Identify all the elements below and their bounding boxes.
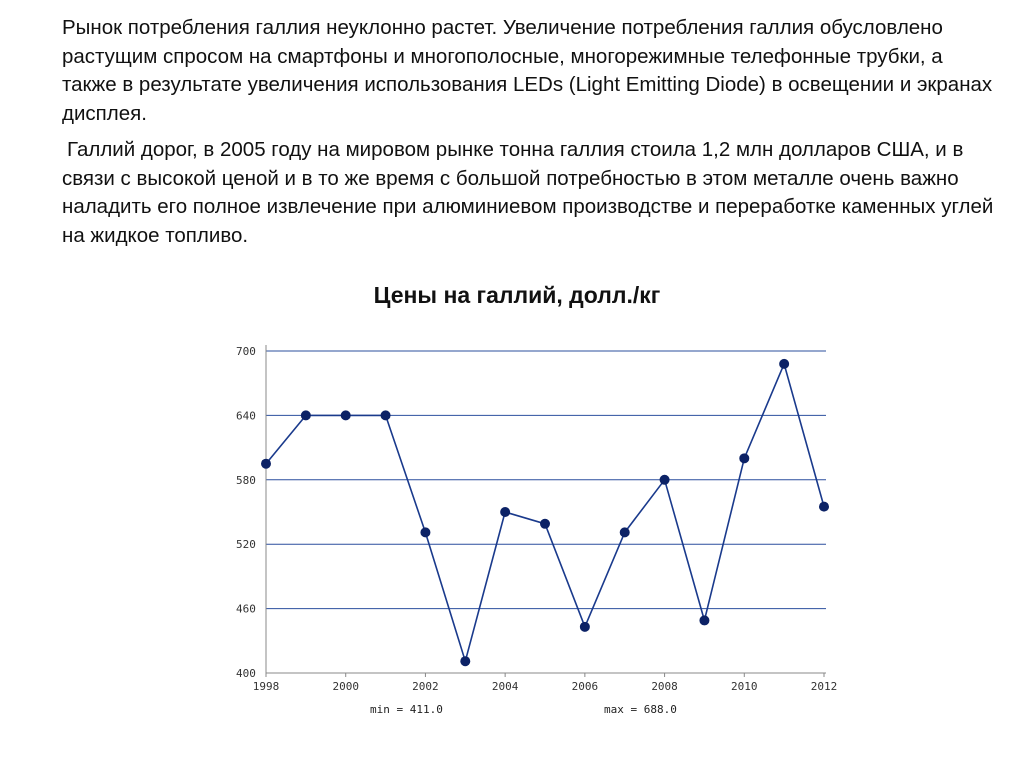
data-point-2005	[540, 519, 550, 529]
chart-title: Цены на галлий, долл./кг	[373, 282, 661, 308]
data-point-2001	[381, 410, 391, 420]
x-tick-label: 2002	[412, 680, 439, 693]
stat-min: min = 411.0	[370, 703, 443, 716]
data-point-2008	[660, 475, 670, 485]
axis-layer	[266, 345, 826, 677]
paragraph-price: Галлий дорог, в 2005 году на мировом рынке тонна галлия стоила 1,2 млн долларов США, и в связи с высокой ценой и в то же время с большой потребностью в этом металле очень важно наладить его полное извлечение при алюминиевом производстве и переработке каменных углей на жидкое топливо.	[62, 138, 994, 247]
label-layer	[236, 345, 837, 716]
data-point-2010	[739, 453, 749, 463]
x-tick-label: 1998	[252, 680, 280, 693]
x-tick-label: 2006	[571, 680, 599, 693]
y-tick-label: 520	[236, 538, 256, 552]
data-point-1999	[301, 410, 311, 420]
x-tick-label: 2008	[651, 680, 678, 693]
x-tick-label: 2004	[491, 680, 519, 693]
data-point-2011	[779, 359, 789, 369]
y-tick-label: 640	[236, 409, 256, 423]
data-point-2009	[699, 615, 709, 625]
line-layer	[266, 364, 824, 661]
data-point-2003	[460, 656, 470, 666]
data-point-2007	[620, 527, 630, 537]
data-point-2002	[420, 527, 430, 537]
y-tick-label: 460	[236, 602, 256, 616]
y-tick-label: 700	[236, 345, 256, 358]
series-line	[266, 364, 824, 661]
x-tick-label: 2010	[731, 680, 758, 693]
paragraph-market: Рынок потребления галлия неуклонно растет. Увеличение потребления галлия обусловлено растущим спросом на смартфоны и многополосные, многорежимные телефонные трубки, а также в результате увеличения использования LEDs (Light Emitting Diode) в освещении и экранах дисплея.	[62, 16, 993, 125]
stat-max: max = 688.0	[604, 703, 677, 716]
data-point-1998	[261, 459, 271, 469]
data-point-2000	[341, 410, 351, 420]
y-tick-label: 400	[236, 667, 256, 680]
x-tick-label: 2012	[810, 680, 838, 693]
y-tick-label: 580	[236, 473, 256, 487]
data-point-2012	[819, 502, 829, 512]
data-point-2004	[500, 507, 510, 517]
data-point-2006	[580, 622, 590, 632]
point-layer	[261, 359, 829, 666]
x-tick-label: 2000	[332, 680, 359, 693]
grid-layer	[266, 351, 826, 609]
